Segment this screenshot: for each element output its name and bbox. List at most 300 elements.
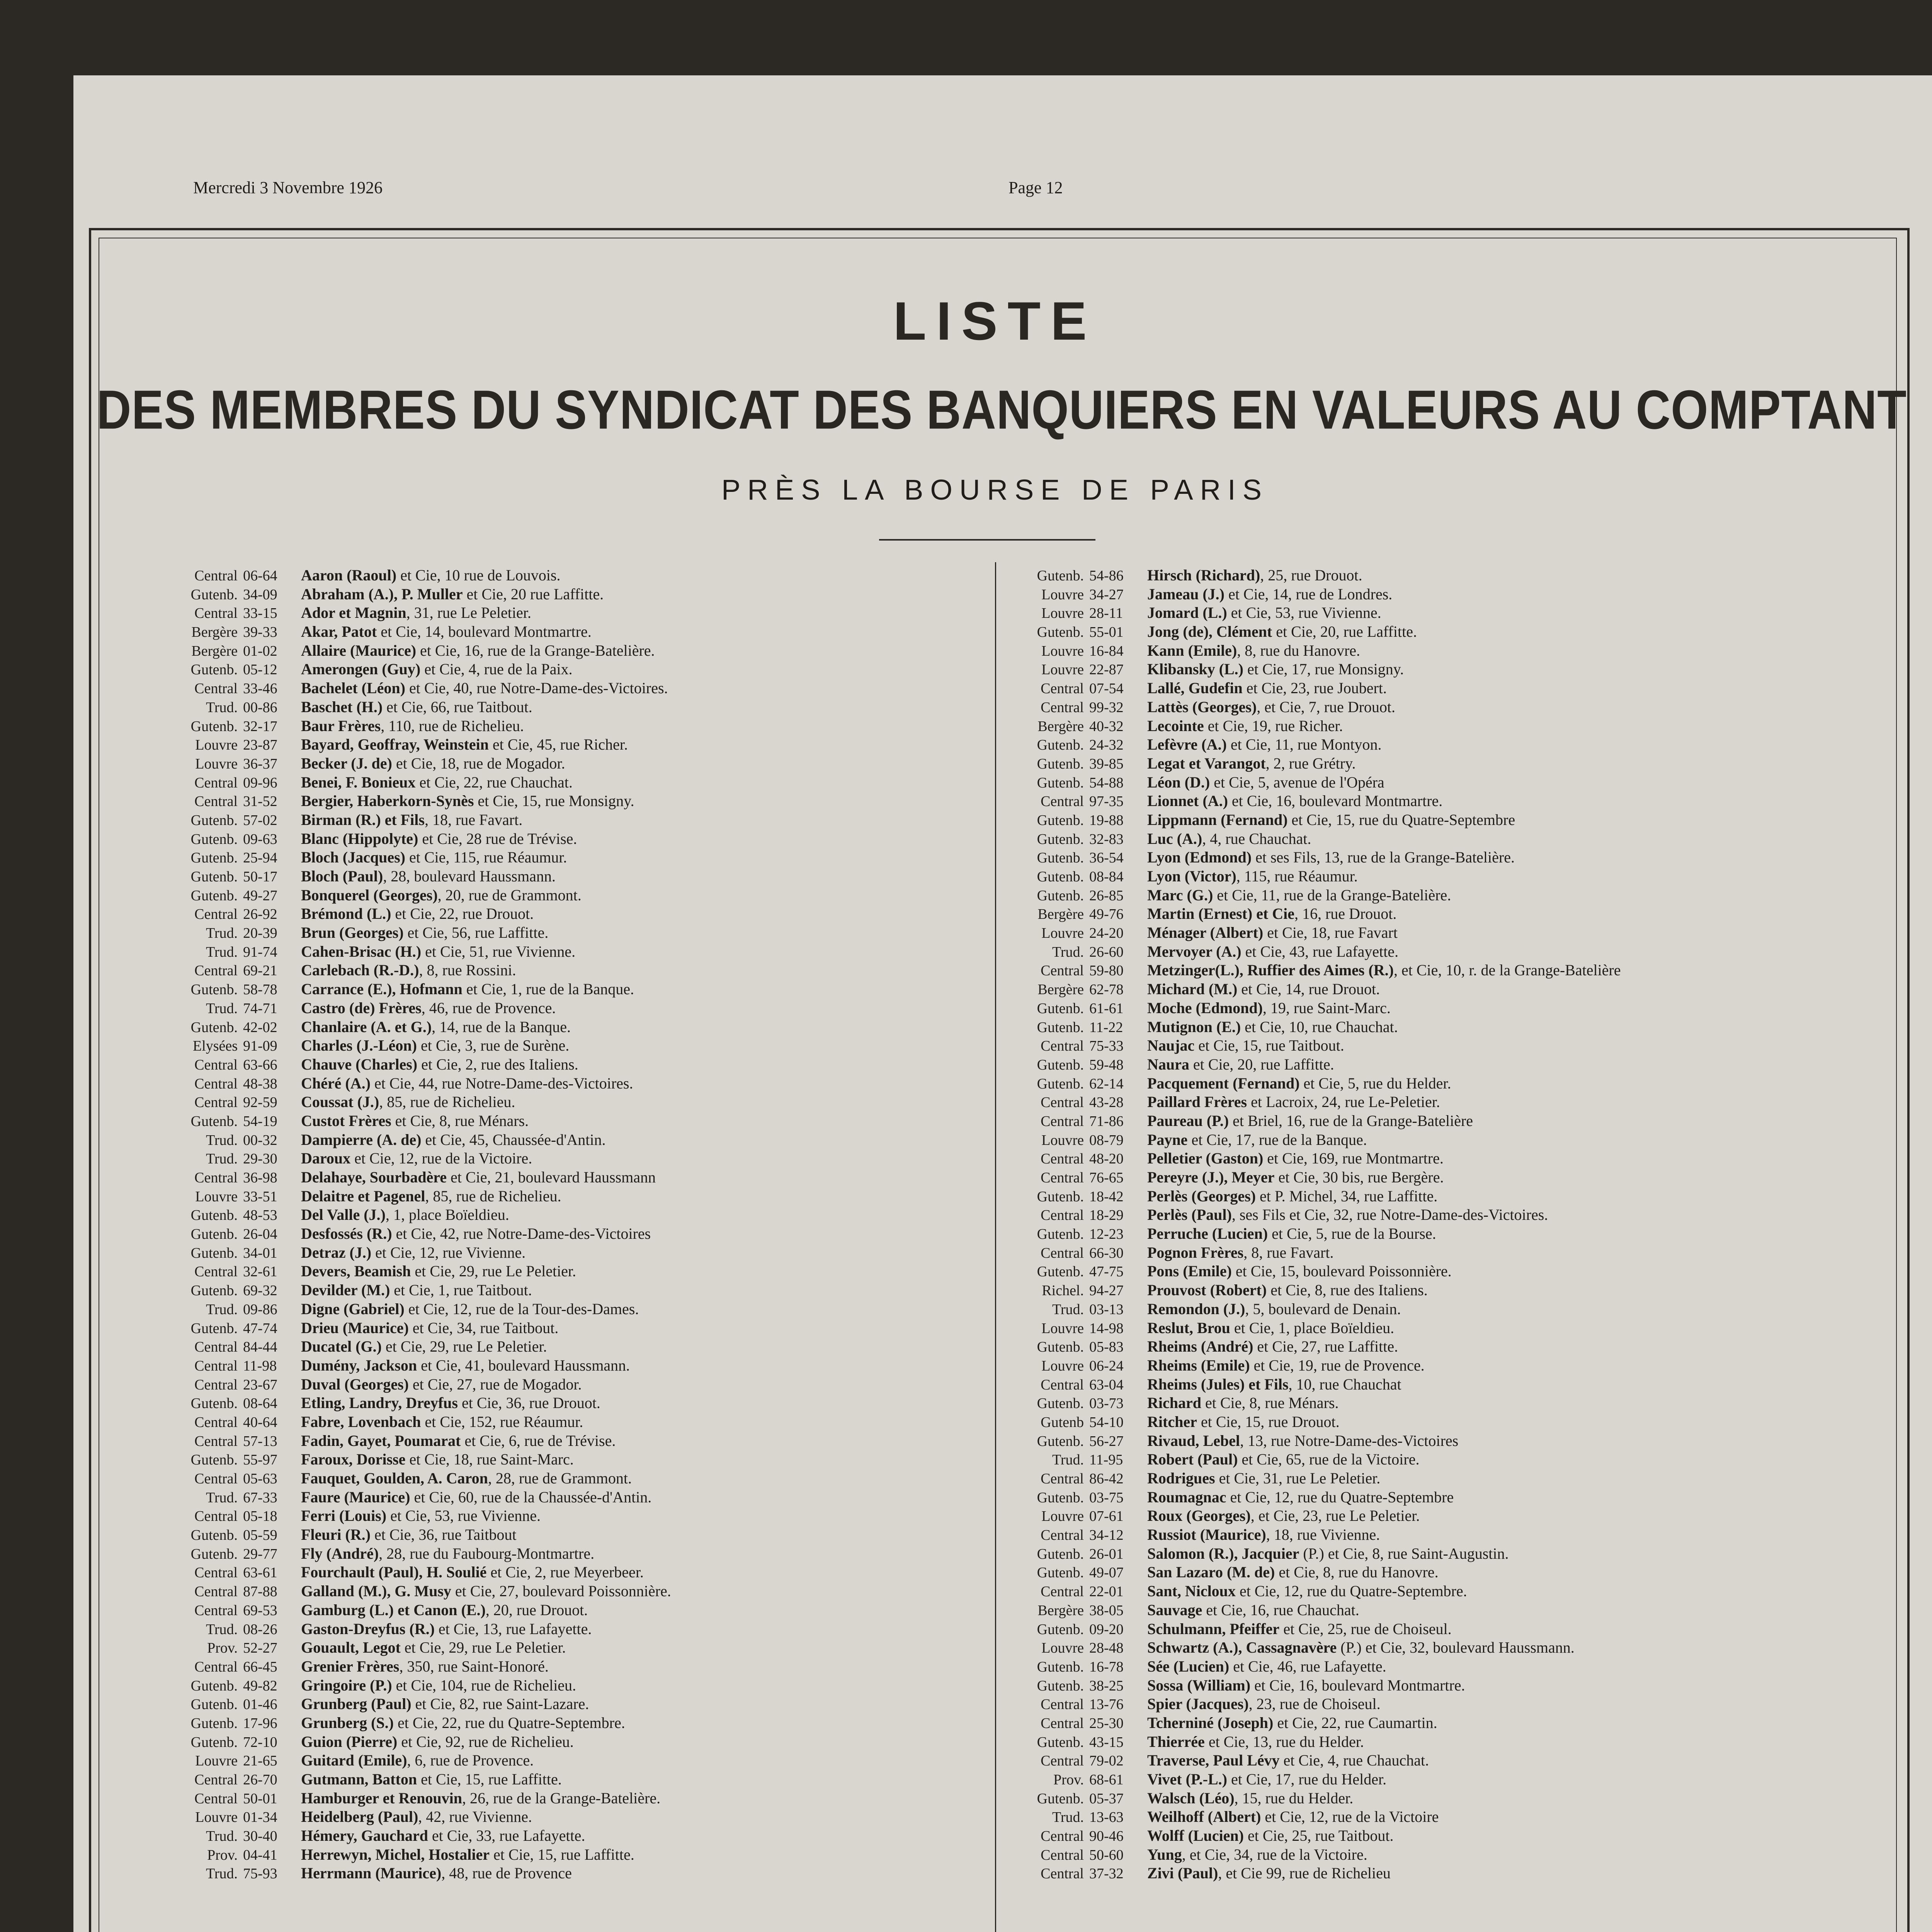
exchange: Gutenb. [190, 1113, 238, 1129]
exchange: Gutenb. [190, 1527, 238, 1544]
exchange: Gutenb. [1037, 1188, 1084, 1205]
member-name: Richard [1147, 1394, 1201, 1412]
member-address: , ses Fils et Cie, 32, rue Notre-Dame-des-Victoires. [1231, 1206, 1548, 1224]
phone-number: 08-64 [243, 1395, 277, 1412]
exchange: Gutenb. [190, 718, 238, 735]
member-address: et Cie, 20, rue Laffitte. [1272, 623, 1417, 641]
exchange: Gutenb [1041, 1414, 1084, 1430]
member-row [1012, 1544, 1882, 1563]
phone-number: 26-70 [243, 1772, 277, 1788]
member-address: et Cie, 22, rue Drouot. [391, 905, 534, 923]
exchange: Louvre [195, 1188, 238, 1205]
member-row [166, 848, 978, 867]
exchange: Gutenb. [1037, 1546, 1084, 1562]
member-row [1012, 1469, 1882, 1488]
phone-number: 63-04 [1089, 1376, 1124, 1393]
member-row [166, 698, 978, 717]
phone-number: 57-02 [243, 812, 277, 828]
member-row [166, 1563, 978, 1582]
phone-number: 91-74 [243, 944, 277, 960]
member-row [166, 961, 978, 980]
exchange: Central [1041, 1471, 1084, 1487]
phone-number: 05-37 [1089, 1790, 1124, 1807]
member-name: Lyon (Edmond) [1147, 849, 1252, 866]
member-row [1012, 1131, 1882, 1150]
page-number: Page 12 [1009, 178, 1063, 197]
member-address: et Cie, 115, rue Réaumur. [405, 849, 567, 866]
member-name: Brun (Georges) [301, 924, 404, 942]
member-address: et Cie, 14, boulevard Montmartre. [377, 623, 592, 641]
member-address: (P.) et Cie, 8, rue Saint-Augustin. [1299, 1544, 1509, 1562]
exchange: Louvre [1041, 1508, 1084, 1525]
member-address: , et Cie 99, rue de Richelieu [1218, 1864, 1391, 1882]
phone-number: 01-34 [243, 1809, 277, 1826]
member-name: Herrewyn, Michel, Hostalier [301, 1845, 490, 1863]
member-row [166, 886, 978, 905]
exchange: Central [1041, 1376, 1084, 1393]
member-row [1012, 1714, 1882, 1733]
member-address: et P. Michel, 34, rue Laffitte. [1255, 1187, 1438, 1205]
exchange: Gutenb. [1037, 1658, 1084, 1675]
phone-number: 68-61 [1089, 1772, 1124, 1788]
exchange: Central [194, 1790, 238, 1807]
member-row [166, 622, 978, 641]
member-row [166, 1808, 978, 1827]
exchange: Gutenb. [1037, 1734, 1084, 1750]
exchange: Gutenb. [1037, 1433, 1084, 1449]
member-address: et Cie, 5, rue de la Bourse. [1268, 1225, 1436, 1243]
member-name: Lattès (Georges) [1147, 698, 1257, 716]
member-name: Becker (J. de) [301, 754, 392, 772]
member-name: Michard (M.) [1147, 980, 1238, 998]
member-address: et Cie, 10, rue Chauchat. [1241, 1018, 1398, 1036]
phone-number: 17-96 [243, 1715, 277, 1731]
phone-number: 62-78 [1089, 981, 1124, 998]
phone-number: 05-83 [1089, 1339, 1124, 1355]
member-address: et Lacroix, 24, rue Le-Peletier. [1247, 1093, 1440, 1111]
phone-number: 32-83 [1089, 831, 1124, 847]
member-address: et Cie, 12, rue Vivienne. [371, 1243, 526, 1261]
member-address: , 85, rue de Richelieu. [425, 1187, 561, 1205]
member-address: et Cie, 12, rue de la Tour-des-Dames. [404, 1300, 639, 1318]
exchange: Prov. [207, 1640, 238, 1656]
member-name: Klibansky (L.) [1147, 660, 1243, 678]
phone-number: 09-63 [243, 831, 277, 847]
member-address: et Cie, 36, rue Drouot. [458, 1394, 600, 1412]
member-name: Wolff (Lucien) [1147, 1827, 1244, 1845]
member-name: Hémery, Gauchard [301, 1827, 428, 1845]
exchange: Gutenb. [1037, 755, 1084, 772]
member-row [1012, 735, 1882, 754]
exchange: Central [1041, 1583, 1084, 1600]
member-row [1012, 1770, 1882, 1789]
phone-number: 26-04 [243, 1226, 277, 1243]
member-row [166, 811, 978, 830]
phone-number: 59-80 [1089, 963, 1124, 979]
member-name: Chanlaire (A. et G.) [301, 1018, 432, 1036]
phone-number: 05-59 [243, 1527, 277, 1544]
member-name: Russiot (Maurice) [1147, 1526, 1266, 1544]
phone-number: 66-45 [243, 1658, 277, 1675]
member-row [166, 1319, 978, 1338]
exchange: Bergère [1037, 718, 1084, 735]
exchange: Gutenb. [1037, 1790, 1084, 1807]
exchange: Central [1041, 1245, 1084, 1261]
member-row [1012, 905, 1882, 923]
member-name: Traverse, Paul Lévy [1147, 1752, 1280, 1769]
phone-number: 29-77 [243, 1546, 277, 1562]
phone-number: 22-87 [1089, 662, 1124, 678]
exchange: Gutenb. [1037, 1489, 1084, 1506]
exchange: Central [194, 1094, 238, 1111]
member-row [1012, 698, 1882, 717]
member-name: Faure (Maurice) [301, 1488, 410, 1506]
member-name: Thierrée [1147, 1733, 1205, 1750]
exchange: Gutenb. [190, 850, 238, 866]
member-address: et Cie, 18, rue Favart [1263, 924, 1398, 942]
member-row [166, 1149, 978, 1168]
phone-number: 50-17 [243, 869, 277, 885]
member-address: , et Cie, 7, rue Drouot. [1257, 698, 1396, 716]
member-row [1012, 641, 1882, 660]
exchange: Central [1041, 1847, 1084, 1863]
member-address: , et Cie, 10, r. de la Grange-Batelière [1393, 961, 1621, 979]
member-row [1012, 1413, 1882, 1432]
phone-number: 28-11 [1089, 605, 1123, 622]
member-name: Bonquerel (Georges) [301, 886, 438, 904]
exchange: Louvre [1041, 1357, 1084, 1374]
member-name: Delahaye, Sourbadère [301, 1168, 447, 1186]
member-row [1012, 848, 1882, 867]
member-row [1012, 679, 1882, 698]
exchange: Central [194, 1772, 238, 1788]
member-row [1012, 1112, 1882, 1131]
member-address: et Cie, 17, rue de la Banque. [1187, 1131, 1367, 1148]
member-name: Lyon (Victor) [1147, 867, 1236, 885]
member-address: , 25, rue Drouot. [1260, 566, 1362, 584]
member-name: Perlès (Georges) [1147, 1187, 1256, 1205]
member-row [166, 1375, 978, 1394]
exchange: Bergère [191, 643, 238, 659]
member-name: Robert (Paul) [1147, 1451, 1238, 1468]
member-row [1012, 1507, 1882, 1526]
member-name: Sée (Lucien) [1147, 1657, 1230, 1675]
member-address: et Cie, 41, boulevard Haussmann. [417, 1356, 630, 1374]
member-address: , 28, boulevard Haussmann. [383, 867, 556, 885]
member-row [166, 1356, 978, 1375]
exchange: Trud. [206, 1301, 238, 1318]
phone-number: 49-82 [243, 1677, 277, 1694]
exchange: Louvre [1041, 925, 1084, 942]
exchange: Gutenb. [1037, 624, 1084, 641]
phone-number: 52-27 [243, 1640, 277, 1656]
member-name: Baschet (H.) [301, 698, 383, 716]
phone-number: 33-15 [243, 605, 277, 622]
phone-number: 18-42 [1089, 1188, 1124, 1205]
member-address: , 115, rue Réaumur. [1236, 867, 1358, 885]
member-name: Dampierre (A. de) [301, 1131, 422, 1148]
exchange: Trud. [206, 925, 238, 942]
member-row [166, 604, 978, 622]
exchange: Louvre [195, 737, 238, 753]
member-address: et Cie, 18, rue de Mogador. [392, 754, 565, 772]
exchange: Central [1041, 1866, 1084, 1882]
phone-number: 50-01 [243, 1790, 277, 1807]
phone-number: 49-76 [1089, 906, 1124, 923]
member-row [1012, 1563, 1882, 1582]
member-row [1012, 1526, 1882, 1544]
member-row [166, 1074, 978, 1093]
member-address: et Cie, 34, rue Taitbout. [408, 1319, 559, 1337]
member-name: Rheims (André) [1147, 1338, 1253, 1355]
member-name: Ménager (Albert) [1147, 924, 1264, 942]
member-name: Lefèvre (A.) [1147, 736, 1227, 753]
member-row [166, 1432, 978, 1451]
member-name: Abraham (A.), P. Muller [301, 585, 463, 603]
member-name: Léon (D.) [1147, 773, 1210, 791]
member-row [1012, 1432, 1882, 1451]
member-name: Brémond (L.) [301, 905, 391, 923]
phone-number: 13-76 [1089, 1696, 1124, 1713]
exchange: Gutenb. [1037, 869, 1084, 885]
member-row [166, 905, 978, 923]
member-row [166, 1676, 978, 1695]
member-address: et Cie, 14, rue de Londres. [1224, 585, 1393, 603]
member-row [1012, 867, 1882, 886]
member-address: et Cie, 15, rue Laffitte. [490, 1845, 634, 1863]
member-address: et Cie, 1, rue Taitbout. [390, 1281, 532, 1299]
phone-number: 59-48 [1089, 1056, 1124, 1073]
member-name: Legat et Varangot [1147, 754, 1266, 772]
member-name: Guion (Pierre) [301, 1733, 398, 1750]
exchange: Trud. [206, 1866, 238, 1882]
phone-number: 63-61 [243, 1565, 277, 1581]
member-name: Galland (M.), G. Musy [301, 1582, 451, 1600]
member-address: et Cie, 15, boulevard Poissonnière. [1231, 1262, 1452, 1280]
member-row [166, 1225, 978, 1243]
member-address: et Cie, 8, rue Ménars. [391, 1112, 529, 1129]
member-address: et Cie, 56, rue Laffitte. [403, 924, 549, 942]
exchange: Gutenb. [190, 1677, 238, 1694]
exchange: Gutenb. [190, 1019, 238, 1036]
phone-number: 11-95 [1089, 1452, 1123, 1468]
member-name: Grunberg (Paul) [301, 1695, 412, 1713]
member-address: et Cie, 65, rue de la Victoire. [1238, 1451, 1420, 1468]
member-name: Heidelberg (Paul) [301, 1808, 418, 1826]
member-address: et Cie, 2, rue Meyerbeer. [486, 1563, 644, 1581]
member-name: Grenier Frères [301, 1657, 400, 1675]
phone-number: 79-02 [1089, 1753, 1124, 1769]
member-name: Ador et Magnin [301, 604, 406, 622]
member-name: Pelletier (Gaston) [1147, 1150, 1264, 1167]
exchange: Central [194, 1602, 238, 1619]
phone-number: 22-01 [1089, 1583, 1124, 1600]
member-address: et Cie, 27, rue de Mogador. [408, 1375, 582, 1393]
member-name: Spier (Jacques) [1147, 1695, 1249, 1713]
phone-number: 75-93 [243, 1866, 277, 1882]
member-row [1012, 1695, 1882, 1714]
member-address: et Cie, 16, rue Chauchat. [1202, 1601, 1359, 1619]
member-address: , 18, rue Favart. [424, 811, 523, 828]
member-address: , 28, rue du Faubourg-Montmartre. [379, 1544, 595, 1562]
exchange: Bergère [1037, 981, 1084, 998]
member-address: , 26, rue de la Grange-Batelière. [462, 1789, 661, 1807]
member-row [1012, 1733, 1882, 1752]
phone-number: 38-05 [1089, 1602, 1124, 1619]
exchange: Trud. [206, 1132, 238, 1148]
member-address: et Cie, 46, rue Lafayette. [1229, 1657, 1386, 1675]
member-row [1012, 1055, 1882, 1074]
phone-number: 40-32 [1089, 718, 1124, 735]
member-address: et Cie, 8, rue du Hanovre. [1275, 1563, 1439, 1581]
exchange: Gutenb. [1037, 1000, 1084, 1017]
member-row [1012, 1394, 1882, 1413]
member-row [1012, 1225, 1882, 1243]
member-name: Herrmann (Maurice) [301, 1864, 442, 1882]
member-row [1012, 1676, 1882, 1695]
exchange: Gutenb. [190, 586, 238, 603]
member-address: et Cie, 13, rue du Helder. [1204, 1733, 1364, 1750]
exchange: Central [194, 1508, 238, 1525]
member-name: Carlebach (R.-D.) [301, 961, 419, 979]
member-row [166, 773, 978, 792]
member-name: Bloch (Paul) [301, 867, 383, 885]
member-name: Vivet (P.-L.) [1147, 1770, 1227, 1788]
member-name: Naujac [1147, 1037, 1195, 1054]
exchange: Gutenb. [190, 812, 238, 828]
member-row [166, 1187, 978, 1206]
member-address: et Cie, 22, rue Caumartin. [1273, 1714, 1437, 1731]
member-name: Daroux [301, 1150, 351, 1167]
member-row [1012, 886, 1882, 905]
phone-number: 34-01 [243, 1245, 277, 1261]
member-name: Pognon Frères [1147, 1243, 1244, 1261]
member-name: Baur Frères [301, 717, 381, 735]
phone-number: 14-98 [1089, 1320, 1124, 1337]
phone-number: 26-01 [1089, 1546, 1124, 1562]
member-address: et Cie, 31, rue Le Peletier. [1215, 1469, 1381, 1487]
phone-number: 19-88 [1089, 812, 1124, 828]
exchange: Gutenb. [190, 1207, 238, 1224]
member-row [166, 1507, 978, 1526]
member-row [166, 1751, 978, 1770]
phone-number: 31-52 [243, 793, 277, 810]
member-name: Grunberg (S.) [301, 1714, 394, 1731]
member-name: Salomon (R.), Jacquier [1147, 1544, 1299, 1562]
member-name: Charles (J.-Léon) [301, 1037, 417, 1054]
member-address: et Cie, 44, rue Notre-Dame-des-Victoires. [370, 1074, 633, 1092]
member-name: Rheims (Jules) et Fils [1147, 1375, 1289, 1393]
member-name: Guitard (Emile) [301, 1752, 407, 1769]
member-address: et Cie, 12, rue du Quatre-Septembre [1226, 1488, 1454, 1506]
exchange: Gutenb. [1037, 1056, 1084, 1073]
phone-number: 62-14 [1089, 1075, 1124, 1092]
phone-number: 37-32 [1089, 1866, 1124, 1882]
member-address: , 8, rue Favart. [1243, 1243, 1334, 1261]
member-row [1012, 811, 1882, 830]
member-name: Cahen-Brisac (H.) [301, 942, 422, 960]
phone-number: 61-61 [1089, 1000, 1124, 1017]
phone-number: 26-92 [243, 906, 277, 923]
member-row [166, 830, 978, 849]
member-row [1012, 1488, 1882, 1507]
member-address: et Cie, 15, rue Laffitte. [417, 1770, 562, 1788]
member-address: et Cie, 21, boulevard Haussmann [447, 1168, 656, 1186]
exchange: Trud. [1052, 1809, 1084, 1826]
exchange: Richel. [1042, 1282, 1084, 1299]
phone-number: 67-33 [243, 1489, 277, 1506]
member-name: Devilder (M.) [301, 1281, 390, 1299]
member-address: et Cie, 36, rue Taitbout [370, 1526, 517, 1544]
member-address: et Cie, 20 rue Laffitte. [463, 585, 604, 603]
member-row [1012, 1638, 1882, 1657]
phone-number: 91-09 [243, 1038, 277, 1054]
exchange: Central [1041, 1151, 1084, 1167]
member-address: et Cie, 13, rue Lafayette. [434, 1620, 592, 1638]
member-name: Ducatel (G.) [301, 1338, 382, 1355]
phone-number: 47-74 [243, 1320, 277, 1337]
member-name: Etling, Landry, Dreyfus [301, 1394, 458, 1412]
member-address: , 23, rue de Choiseul. [1248, 1695, 1381, 1713]
member-row [1012, 961, 1882, 980]
member-name: Detraz (J.) [301, 1243, 372, 1261]
member-row [1012, 1149, 1882, 1168]
exchange: Prov. [1053, 1772, 1084, 1788]
member-row [166, 1036, 978, 1055]
member-row [166, 1488, 978, 1507]
member-name: Rheims (Emile) [1147, 1356, 1250, 1374]
member-address: et Cie, 82, rue Saint-Lazare. [411, 1695, 589, 1713]
member-address: , 16, rue Drouot. [1294, 905, 1397, 923]
member-name: Tcherniné (Joseph) [1147, 1714, 1274, 1731]
member-address: et Cie, 10 rue de Louvois. [396, 566, 561, 584]
phone-number: 90-46 [1089, 1828, 1124, 1845]
member-address: et Cie, 40, rue Notre-Dame-des-Victoires. [405, 679, 668, 697]
list-location: PRÈS LA BOURSE DE PARIS [721, 474, 1269, 506]
phone-number: 33-46 [243, 680, 277, 697]
phone-number: 00-86 [243, 699, 277, 716]
member-row [1012, 1450, 1882, 1469]
phone-number: 43-15 [1089, 1734, 1124, 1750]
phone-number: 28-48 [1089, 1640, 1124, 1656]
member-address: et Cie, 5, rue du Helder. [1299, 1074, 1451, 1092]
member-address: , 8, rue Rossini. [419, 961, 516, 979]
member-row [1012, 1827, 1882, 1845]
member-address: , 13, rue Notre-Dame-des-Victoires [1240, 1432, 1459, 1449]
phone-number: 24-32 [1089, 737, 1124, 753]
exchange: Gutenb. [1037, 1264, 1084, 1280]
member-row [1012, 923, 1882, 942]
exchange: Gutenb. [1037, 1075, 1084, 1092]
members-list-left [166, 566, 978, 1883]
member-name: Moche (Edmond) [1147, 999, 1263, 1017]
exchange: Central [1041, 1696, 1084, 1713]
member-name: Perlès (Paul) [1147, 1206, 1232, 1224]
member-address: et Cie, 29, rue Le Peletier. [411, 1262, 577, 1280]
member-address: et Cie, 51, rue Vivienne. [421, 942, 576, 960]
member-address: et Cie, 14, rue Drouot. [1237, 980, 1380, 998]
member-row [1012, 1281, 1882, 1300]
member-row [166, 1168, 978, 1187]
member-name: Lippmann (Fernand) [1147, 811, 1288, 828]
phone-number: 63-66 [243, 1056, 277, 1073]
phone-number: 03-73 [1089, 1395, 1124, 1412]
phone-number: 21-65 [243, 1753, 277, 1769]
phone-number: 29-30 [243, 1151, 277, 1167]
member-row [166, 1638, 978, 1657]
member-name: Rivaud, Lebel [1147, 1432, 1240, 1449]
exchange: Central [1041, 1715, 1084, 1731]
